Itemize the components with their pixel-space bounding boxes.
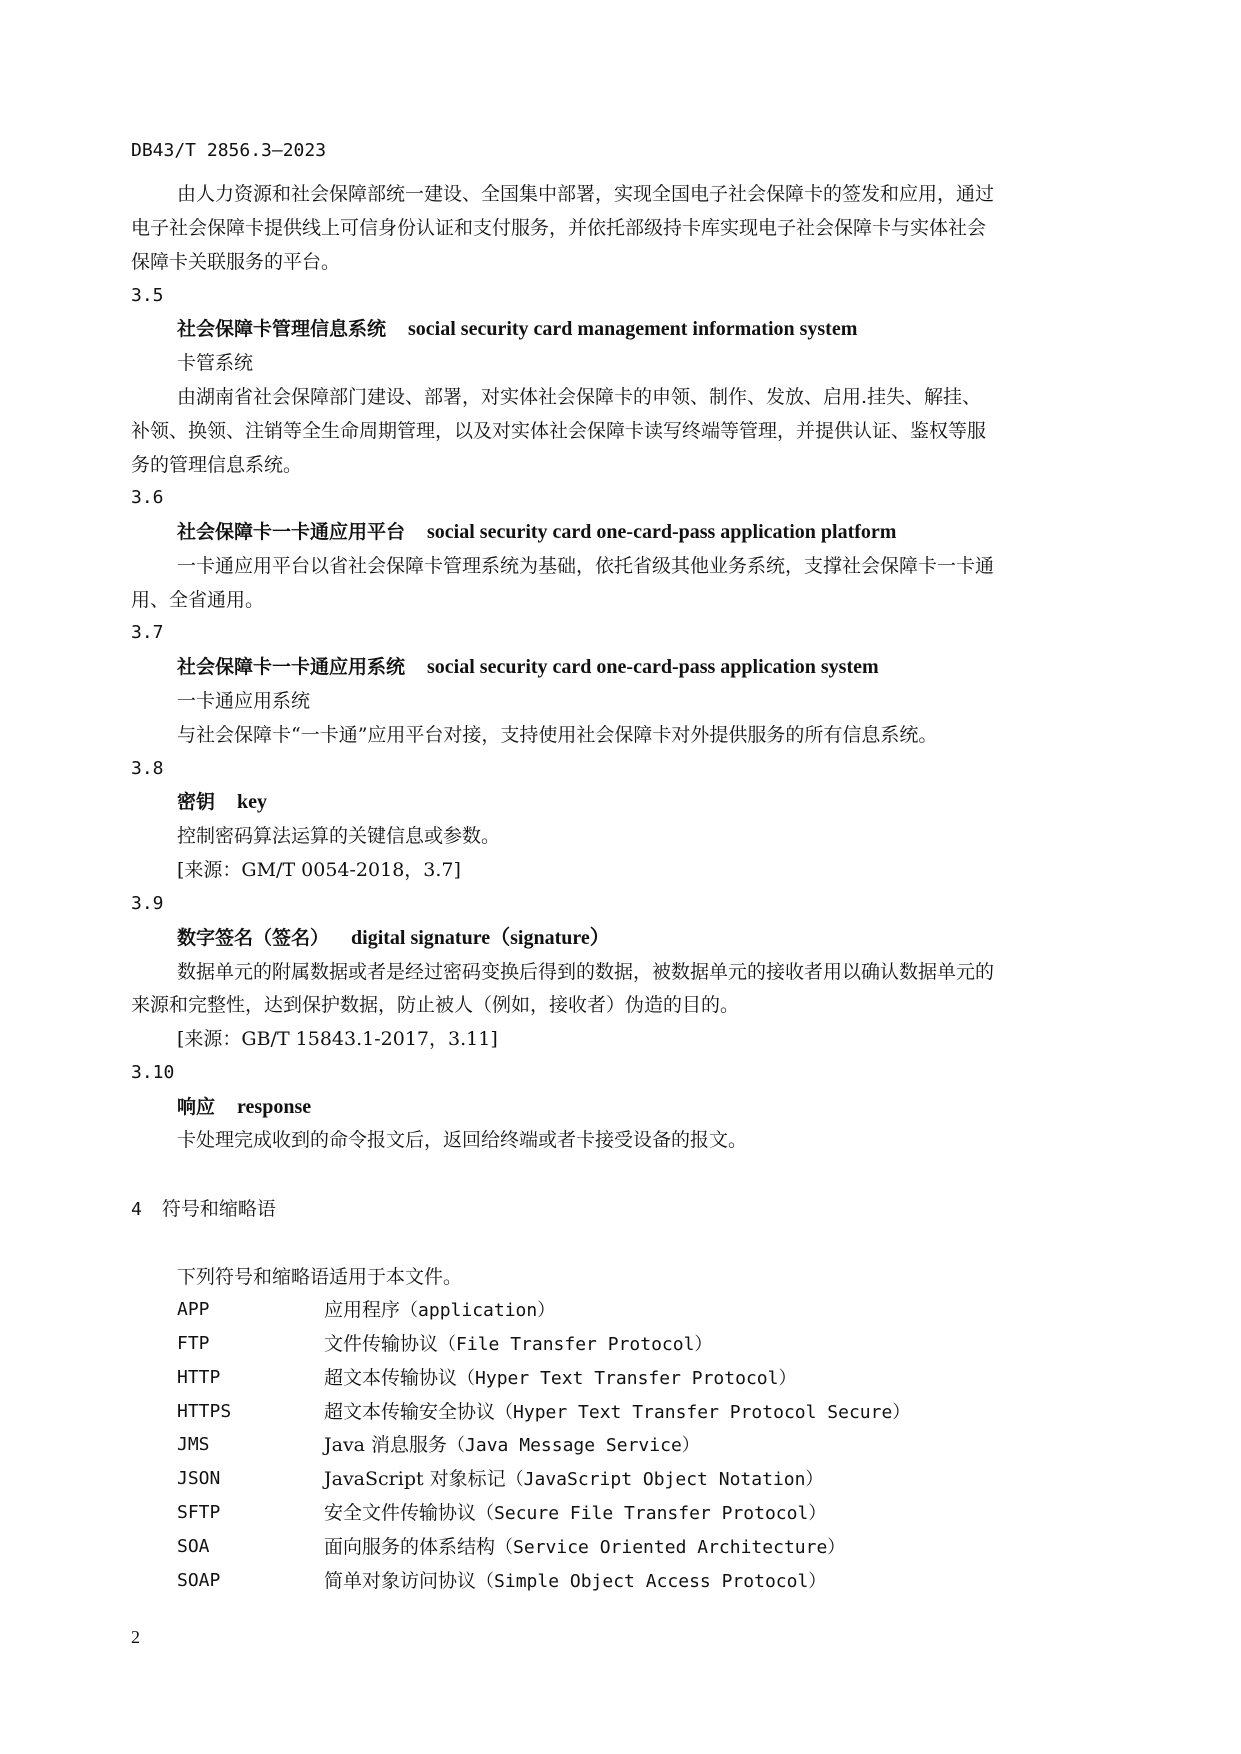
abbr-en: （Simple Object Access Protocol） [476, 1571, 827, 1592]
entry-number-3-7: 3.7 [131, 622, 164, 643]
abbr-row [0, 1433, 1241, 1457]
abbr-zh: 简单对象访问协议 [324, 1570, 477, 1592]
abbr-row [0, 1366, 1241, 1390]
entry-term-3-6 [177, 520, 896, 544]
term-en: social security card one-card-pass application platform [427, 521, 897, 543]
entry-number-3-9: 3.9 [131, 893, 164, 914]
entry-def-3-9-line-1: 数据单元的附属数据或者是经过密码变换后得到的数据，被数据单元的接收者用以确认数据单元的 [177, 961, 995, 983]
abbr-definition [324, 1332, 712, 1357]
intro-line-3: 保障卡关联服务的平台。 [131, 251, 341, 273]
abbr-term: HTTP [177, 1367, 221, 1388]
abbr-definition [324, 1366, 796, 1391]
abbr-zh: 应用程序 [324, 1299, 401, 1321]
abbr-term: SOAP [177, 1570, 221, 1591]
abbr-zh: 超文本传输协议 [324, 1367, 458, 1389]
entry-def-3-6-line-2: 用、全省通用。 [131, 589, 265, 611]
entry-def-3-7-line-1: 与社会保障卡“一卡通”应用平台对接，支持使用社会保障卡对外提供服务的所有信息系统。 [177, 724, 938, 746]
entry-def-3-10-line-1: 卡处理完成收到的命令报文后，返回给终端或者卡接受设备的报文。 [177, 1129, 748, 1151]
abbr-row [0, 1535, 1241, 1559]
term-en: response [237, 1096, 312, 1118]
abbr-definition [324, 1400, 910, 1425]
term-zh: 密钥 [177, 791, 216, 813]
section-title: 符号和缩略语 [161, 1198, 276, 1220]
abbr-en: （Secure File Transfer Protocol） [476, 1503, 827, 1524]
abbr-zh: JavaScript 对象标记 [324, 1468, 506, 1490]
abbr-definition [324, 1298, 555, 1323]
abbr-row [0, 1332, 1241, 1356]
abbr-term: APP [177, 1299, 210, 1320]
term-en: social security card one-card-pass application system [427, 656, 879, 678]
entry-term-3-9 [177, 926, 610, 950]
entry-term-3-8 [177, 790, 267, 814]
abbr-en: （Java Message Service） [447, 1435, 700, 1456]
abbr-row [0, 1569, 1241, 1593]
term-en: social security card management information system [408, 318, 858, 340]
abbr-term: SFTP [177, 1502, 221, 1523]
abbr-row [0, 1467, 1241, 1491]
abbr-en: （Hyper Text Transfer Protocol Secure） [495, 1402, 911, 1423]
abbr-term: SOA [177, 1536, 210, 1557]
term-en: digital signature（signature） [351, 927, 610, 949]
entry-number-3-10: 3.10 [131, 1062, 175, 1083]
entry-alt-term-3-7: 一卡通应用系统 [177, 690, 311, 712]
intro-line-1: 由人力资源和社会保障部统一建设、全国集中部署，实现全国电子社会保障卡的签发和应用，通过 [177, 183, 995, 205]
term-en: key [237, 791, 268, 813]
abbr-term: JMS [177, 1434, 210, 1455]
section-4-intro: 下列符号和缩略语适用于本文件。 [177, 1266, 463, 1288]
abbr-row [0, 1298, 1241, 1322]
abbr-term: HTTPS [177, 1401, 232, 1422]
abbr-row [0, 1501, 1241, 1525]
term-zh: 响应 [177, 1096, 216, 1118]
entry-alt-term-3-5: 卡管系统 [177, 352, 254, 374]
abbr-zh: 面向服务的体系结构 [324, 1536, 496, 1558]
entry-term-3-10 [177, 1095, 311, 1119]
term-zh: 数字签名（签名） [177, 927, 330, 949]
abbr-definition [324, 1467, 823, 1492]
entry-def-3-9-line-2: 来源和完整性，达到保护数据，防止被人（例如，接收者）伪造的目的。 [131, 994, 740, 1016]
abbr-zh: 安全文件传输协议 [324, 1502, 477, 1524]
abbr-definition [324, 1569, 826, 1594]
abbr-definition [324, 1535, 845, 1560]
entry-source-3-9: [来源：GB/T 15843.1-2017，3.11] [177, 1028, 498, 1050]
entry-def-3-8-line-1: 控制密码算法运算的关键信息或参数。 [177, 825, 501, 847]
abbr-en: （Service Oriented Architecture） [495, 1537, 846, 1558]
entry-def-3-5-line-2: 补领、换领、注销等全生命周期管理，以及对实体社会保障卡读写终端等管理，并提供认证、鉴权等服 [131, 420, 987, 442]
term-zh: 社会保障卡管理信息系统 [177, 318, 387, 340]
intro-line-2: 电子社会保障卡提供线上可信身份认证和支付服务，并依托部级持卡库实现电子社会保障卡与实体社会 [131, 217, 987, 239]
term-zh: 社会保障卡一卡通应用系统 [177, 656, 406, 678]
entry-source-3-8: [来源：GM/T 0054-2018，3.7] [177, 859, 461, 881]
abbr-zh: 文件传输协议 [324, 1333, 439, 1355]
abbr-zh: Java 消息服务 [324, 1434, 448, 1456]
entry-number-3-8: 3.8 [131, 758, 164, 779]
abbr-en: （File Transfer Protocol） [438, 1334, 713, 1355]
term-zh: 社会保障卡一卡通应用平台 [177, 521, 406, 543]
abbr-en: （application） [400, 1300, 556, 1321]
entry-def-3-5-line-1: 由湖南省社会保障部门建设、部署，对实体社会保障卡的申领、制作、发放、启用.挂失、解挂、 [177, 386, 982, 408]
document-number: DB43/T 2856.3—2023 [131, 140, 327, 161]
section-number: 4 [131, 1199, 142, 1220]
section-4-heading [131, 1197, 276, 1222]
abbr-en: （Hyper Text Transfer Protocol） [457, 1368, 797, 1389]
abbr-definition [324, 1501, 826, 1526]
abbr-term: JSON [177, 1468, 221, 1489]
abbr-zh: 超文本传输安全协议 [324, 1401, 496, 1423]
abbr-term: FTP [177, 1333, 210, 1354]
entry-number-3-5: 3.5 [131, 285, 164, 306]
abbr-definition [324, 1433, 700, 1458]
abbr-en: （JavaScript Object Notation） [505, 1469, 824, 1490]
entry-number-3-6: 3.6 [131, 487, 164, 508]
abbr-row [0, 1400, 1241, 1424]
entry-def-3-5-line-3: 务的管理信息系统。 [131, 454, 303, 476]
entry-term-3-7 [177, 655, 879, 679]
entry-def-3-6-line-1: 一卡通应用平台以省社会保障卡管理系统为基础，依托省级其他业务系统，支撑社会保障卡一卡通 [177, 555, 995, 577]
page-number: 2 [131, 1627, 140, 1647]
entry-term-3-5 [177, 317, 857, 341]
